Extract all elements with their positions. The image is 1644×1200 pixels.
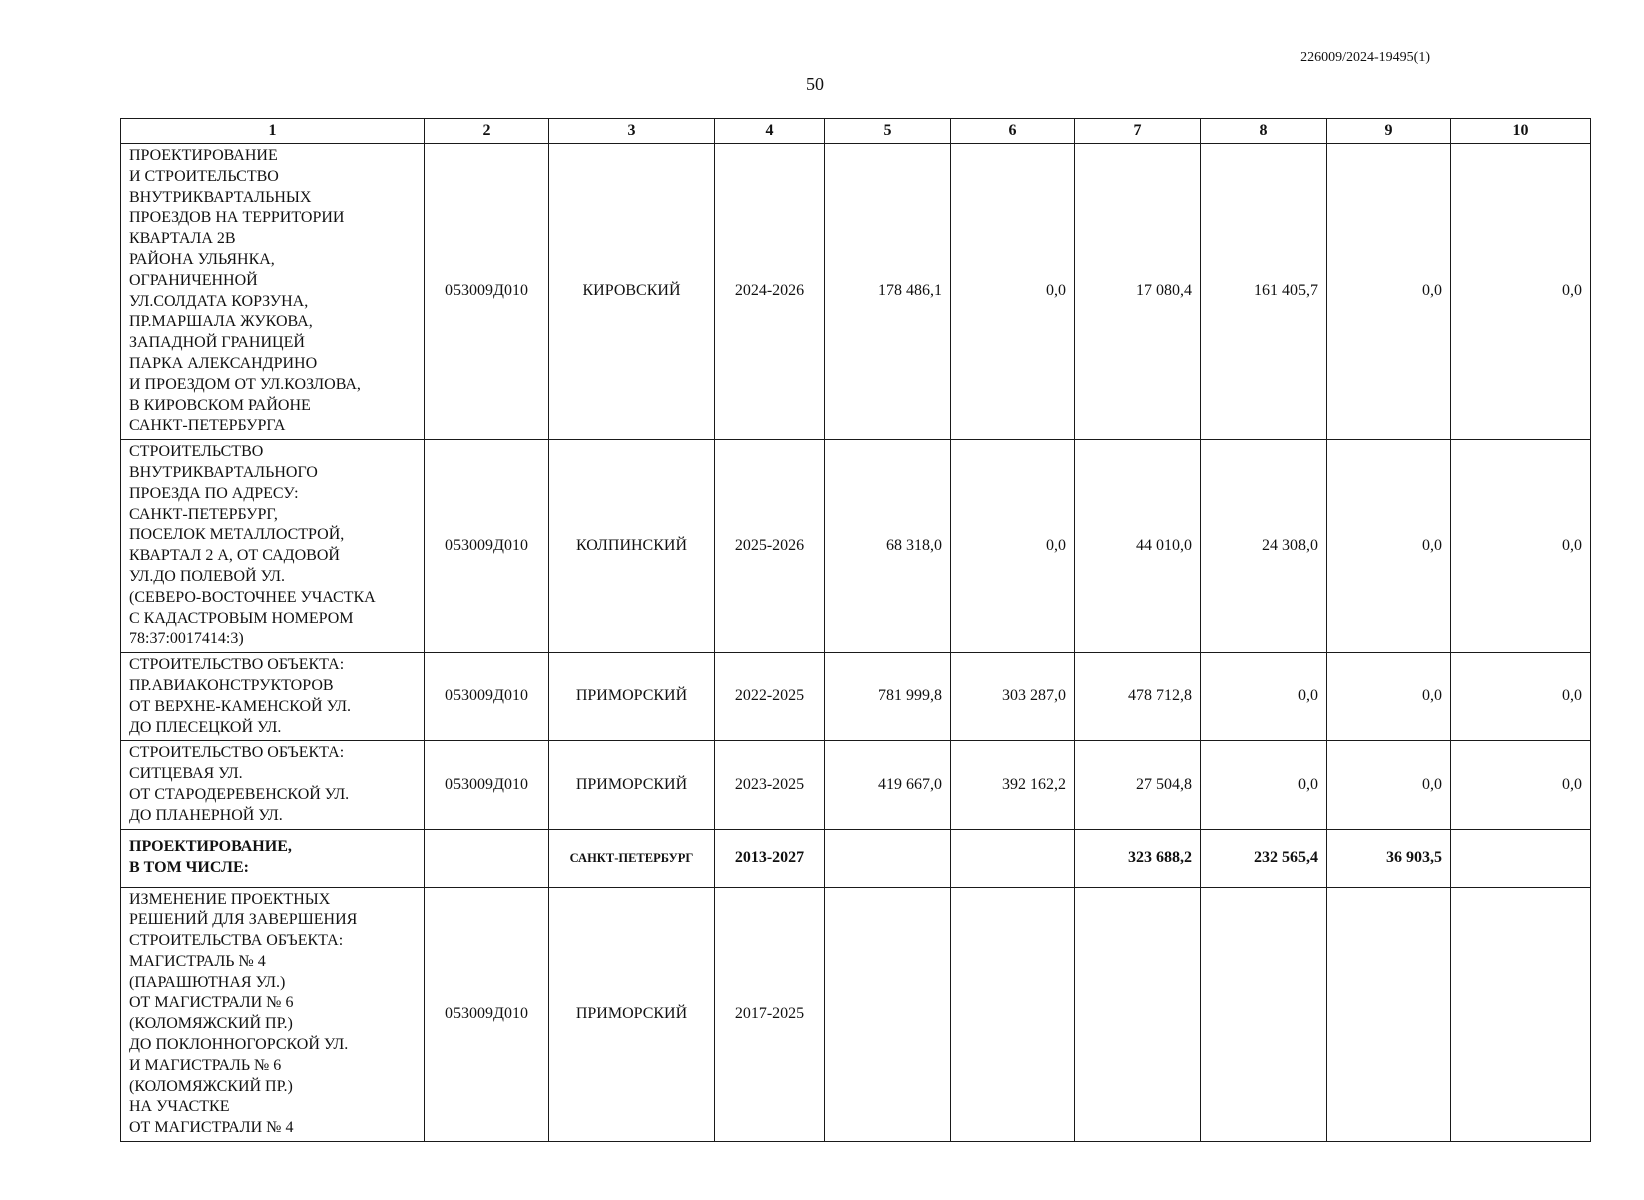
column-header: 10 bbox=[1451, 119, 1591, 144]
column-header: 9 bbox=[1327, 119, 1451, 144]
value-cell-5: 178 486,1 bbox=[825, 144, 951, 440]
value-cell-10: 0,0 bbox=[1451, 144, 1591, 440]
table-row-subtotal bbox=[121, 829, 1591, 887]
object-name-line: УЛ.ДО ПОЛЕВОЙ УЛ. bbox=[129, 567, 285, 585]
object-name-line: РЕШЕНИЙ ДЛЯ ЗАВЕРШЕНИЯ bbox=[129, 911, 358, 929]
value-cell-9: 36 903,5 bbox=[1327, 829, 1451, 887]
object-name-cell bbox=[121, 653, 425, 741]
object-name-line: ДО ПЛЕСЕЦКОЙ УЛ. bbox=[129, 718, 282, 736]
object-name-line: ВНУТРИКВАРТАЛЬНОГО bbox=[129, 463, 318, 481]
column-header: 7 bbox=[1075, 119, 1201, 144]
object-name-line: СТРОИТЕЛЬСТВО ОБЪЕКТА: bbox=[129, 744, 345, 762]
code-cell: 053009Д010 bbox=[425, 144, 549, 440]
period-cell: 2025-2026 bbox=[715, 440, 825, 653]
column-header: 8 bbox=[1201, 119, 1327, 144]
object-name-line: УЛ.СОЛДАТА КОРЗУНА, bbox=[129, 292, 309, 310]
value-cell-9: 0,0 bbox=[1327, 653, 1451, 741]
table-row bbox=[121, 653, 1591, 741]
value-cell-9: 0,0 bbox=[1327, 144, 1451, 440]
object-name-line: ПАРКА АЛЕКСАНДРИНО bbox=[129, 354, 318, 372]
object-name-line: КВАРТАЛ 2 А, ОТ САДОВОЙ bbox=[129, 547, 340, 565]
district-cell: ПРИМОРСКИЙ bbox=[549, 741, 715, 829]
column-header: 1 bbox=[121, 119, 425, 144]
object-name-line: ПРОЕКТИРОВАНИЕ, bbox=[129, 838, 292, 856]
code-cell: 053009Д010 bbox=[425, 653, 549, 741]
value-cell-5: 68 318,0 bbox=[825, 440, 951, 653]
object-name-line: НА УЧАСТКЕ bbox=[129, 1098, 230, 1116]
period-cell: 2017-2025 bbox=[715, 887, 825, 1142]
district-cell: САНКТ-ПЕТЕРБУРГ bbox=[549, 829, 715, 887]
period-cell: 2024-2026 bbox=[715, 144, 825, 440]
object-name-line: ПРОЕЗДОВ НА ТЕРРИТОРИИ bbox=[129, 209, 345, 227]
object-name-line: И МАГИСТРАЛЬ № 6 bbox=[129, 1056, 282, 1074]
value-cell-9: 0,0 bbox=[1327, 741, 1451, 829]
code-cell: 053009Д010 bbox=[425, 440, 549, 653]
object-name-line: ПРОЕКТИРОВАНИЕ bbox=[129, 147, 278, 164]
object-name-cell bbox=[121, 440, 425, 653]
object-name-line: С КАДАСТРОВЫМ НОМЕРОМ bbox=[129, 609, 354, 627]
table-row bbox=[121, 887, 1591, 1142]
object-name-line: ПР.МАРШАЛА ЖУКОВА, bbox=[129, 313, 313, 331]
object-name-line: (СЕВЕРО-ВОСТОЧНЕЕ УЧАСТКА bbox=[129, 588, 376, 606]
value-cell-6 bbox=[951, 829, 1075, 887]
object-name-line: ОТ СТАРОДЕРЕВЕНСКОЙ УЛ. bbox=[129, 785, 350, 803]
object-name-line: (КОЛОМЯЖСКИЙ ПР.) bbox=[129, 1015, 293, 1033]
object-name-line: ОТ МАГИСТРАЛИ № 6 bbox=[129, 994, 294, 1012]
object-name-line: РАЙОНА УЛЬЯНКА, bbox=[129, 250, 275, 268]
document-number: 226009/2024-19495(1) bbox=[1300, 50, 1430, 65]
column-header: 2 bbox=[425, 119, 549, 144]
code-cell: 053009Д010 bbox=[425, 887, 549, 1142]
value-cell-8: 161 405,7 bbox=[1201, 144, 1327, 440]
value-cell-9: 0,0 bbox=[1327, 440, 1451, 653]
object-name-line: (ПАРАШЮТНАЯ УЛ.) bbox=[129, 973, 286, 991]
column-header: 3 bbox=[549, 119, 715, 144]
object-name-line: ВНУТРИКВАРТАЛЬНЫХ bbox=[129, 188, 312, 206]
period-cell: 2022-2025 bbox=[715, 653, 825, 741]
object-name-line: САНКТ-ПЕТЕРБУРГ, bbox=[129, 505, 278, 523]
object-name-cell bbox=[121, 887, 425, 1142]
value-cell-5 bbox=[825, 829, 951, 887]
object-name-line: В ТОМ ЧИСЛЕ: bbox=[129, 859, 249, 876]
value-cell-10: 0,0 bbox=[1451, 653, 1591, 741]
value-cell-8 bbox=[1201, 887, 1327, 1142]
object-name-line: СИТЦЕВАЯ УЛ. bbox=[129, 765, 243, 783]
object-name-cell bbox=[121, 144, 425, 440]
value-cell-8: 24 308,0 bbox=[1201, 440, 1327, 653]
value-cell-7: 478 712,8 bbox=[1075, 653, 1201, 741]
value-cell-6: 303 287,0 bbox=[951, 653, 1075, 741]
table-row bbox=[121, 440, 1591, 653]
object-name-line: ПОСЕЛОК МЕТАЛЛОСТРОЙ, bbox=[129, 526, 345, 544]
object-name-line: САНКТ-ПЕТЕРБУРГА bbox=[129, 417, 286, 435]
table-row bbox=[121, 144, 1591, 440]
value-cell-10: 0,0 bbox=[1451, 440, 1591, 653]
budget-table bbox=[120, 118, 1591, 1142]
value-cell-6: 392 162,2 bbox=[951, 741, 1075, 829]
object-name-line: В КИРОВСКОМ РАЙОНЕ bbox=[129, 396, 311, 414]
value-cell-7: 27 504,8 bbox=[1075, 741, 1201, 829]
column-header: 4 bbox=[715, 119, 825, 144]
object-name-line: КВАРТАЛА 2В bbox=[129, 230, 236, 248]
value-cell-8: 232 565,4 bbox=[1201, 829, 1327, 887]
object-name-line: ДО ПОКЛОННОГОРСКОЙ УЛ. bbox=[129, 1036, 349, 1054]
district-cell: КИРОВСКИЙ bbox=[549, 144, 715, 440]
object-name-line: ОГРАНИЧЕННОЙ bbox=[129, 271, 258, 289]
column-header-row bbox=[121, 119, 1591, 144]
value-cell-10 bbox=[1451, 829, 1591, 887]
value-cell-7: 44 010,0 bbox=[1075, 440, 1201, 653]
object-name-line: ПРОЕЗДА ПО АДРЕСУ: bbox=[129, 484, 299, 502]
object-name-line: ИЗМЕНЕНИЕ ПРОЕКТНЫХ bbox=[129, 890, 331, 908]
value-cell-6: 0,0 bbox=[951, 440, 1075, 653]
object-name-line: ОТ МАГИСТРАЛИ № 4 bbox=[129, 1119, 294, 1137]
district-cell: ПРИМОРСКИЙ bbox=[549, 653, 715, 741]
page-number: 50 bbox=[806, 74, 824, 94]
object-name-line: (КОЛОМЯЖСКИЙ ПР.) bbox=[129, 1077, 293, 1095]
object-name-cell bbox=[121, 741, 425, 829]
value-cell-6: 0,0 bbox=[951, 144, 1075, 440]
value-cell-5 bbox=[825, 887, 951, 1142]
district-cell: КОЛПИНСКИЙ bbox=[549, 440, 715, 653]
code-cell: 053009Д010 bbox=[425, 741, 549, 829]
object-name-cell bbox=[121, 829, 425, 887]
value-cell-7: 17 080,4 bbox=[1075, 144, 1201, 440]
object-name-line: И СТРОИТЕЛЬСТВО bbox=[129, 167, 279, 185]
object-name-line: И ПРОЕЗДОМ ОТ УЛ.КОЗЛОВА, bbox=[129, 375, 361, 393]
object-name-line: 78:37:0017414:3) bbox=[129, 630, 244, 648]
value-cell-8: 0,0 bbox=[1201, 741, 1327, 829]
table-row bbox=[121, 741, 1591, 829]
period-cell: 2023-2025 bbox=[715, 741, 825, 829]
code-cell bbox=[425, 829, 549, 887]
object-name-line: ЗАПАДНОЙ ГРАНИЦЕЙ bbox=[129, 334, 305, 352]
object-name-line: СТРОИТЕЛЬСТВО bbox=[129, 443, 264, 461]
object-name-line: МАГИСТРАЛЬ № 4 bbox=[129, 952, 266, 970]
value-cell-10 bbox=[1451, 887, 1591, 1142]
value-cell-9 bbox=[1327, 887, 1451, 1142]
value-cell-10: 0,0 bbox=[1451, 741, 1591, 829]
value-cell-7: 323 688,2 bbox=[1075, 829, 1201, 887]
value-cell-6 bbox=[951, 887, 1075, 1142]
district-cell: ПРИМОРСКИЙ bbox=[549, 887, 715, 1142]
value-cell-5: 781 999,8 bbox=[825, 653, 951, 741]
object-name-line: ПР.АВИАКОНСТРУКТОРОВ bbox=[129, 676, 334, 694]
column-header: 5 bbox=[825, 119, 951, 144]
object-name-line: СТРОИТЕЛЬСТВА ОБЪЕКТА: bbox=[129, 932, 344, 950]
object-name-line: ОТ ВЕРХНЕ-КАМЕНСКОЙ УЛ. bbox=[129, 697, 351, 715]
object-name-line: СТРОИТЕЛЬСТВО ОБЪЕКТА: bbox=[129, 656, 345, 674]
period-cell: 2013-2027 bbox=[715, 829, 825, 887]
column-header: 6 bbox=[951, 119, 1075, 144]
value-cell-5: 419 667,0 bbox=[825, 741, 951, 829]
value-cell-8: 0,0 bbox=[1201, 653, 1327, 741]
value-cell-7 bbox=[1075, 887, 1201, 1142]
object-name-line: ДО ПЛАНЕРНОЙ УЛ. bbox=[129, 806, 283, 824]
